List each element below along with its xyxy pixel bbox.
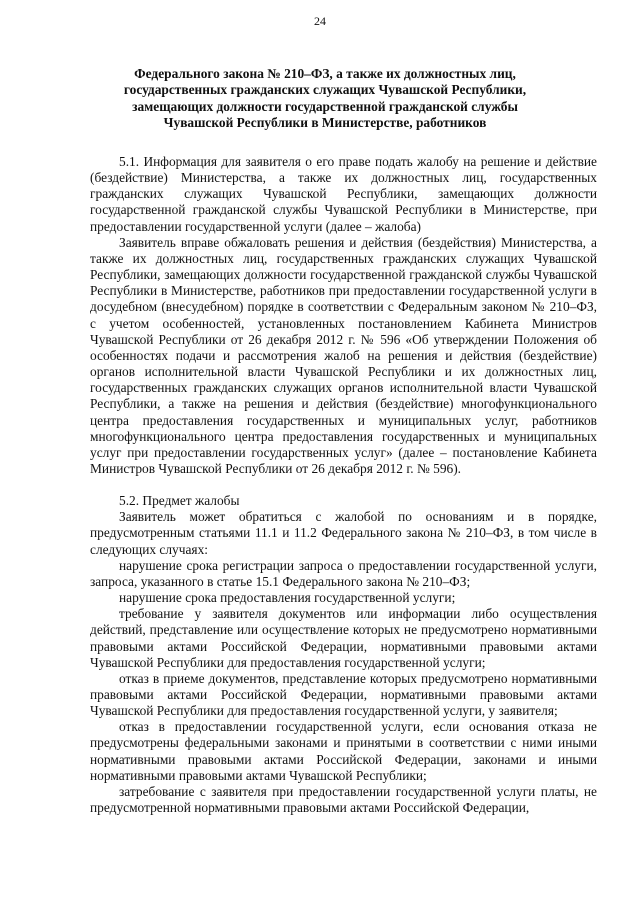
paragraph-appeal-right: Заявитель вправе обжаловать решения и действия (бездействия) Министерства, а также их должностных лиц, государственных гражданских служащих Чувашской Республики, замещающих должности государственной гражданской службы Чувашской Республики в Министерстве, работников при предоставлении государственной услуги в досудебном (внесудебном) порядке в соответствии с Федеральным законом № 210–ФЗ, с учетом особенностей, установленных постановлением Кабинета Министров Чувашской Республики от 26 декабря 2012 г. № 596 «Об утверждении Положения об особенностях подачи и рассмотрения жалоб на решения и действия (бездействие) органов исполнительной власти Чувашской Республики и их должностных лиц, государственных гражданских служащих органов исполнительной власти Чувашской Республики, а также на решения и действия (бездействие) многофункционального центра предоставления государственных и муниципальных услуг, работников многофункционального центра предоставления государственных и муниципальных услуг при предоставлении государственных услуг» (далее – постановление Кабинета Министров Чувашской Республики от 26 декабря 2012 г. № 596). <box>90 234 597 476</box>
document-body <box>90 154 597 816</box>
heading-line: государственных гражданских служащих Чувашской Республики, <box>123 82 527 98</box>
list-item-fee-demand: затребование с заявителя при предоставлении государственной услуги платы, не предусмотренной нормативными правовыми актами Российской Федерации, <box>90 783 597 816</box>
section-heading <box>110 66 540 132</box>
page-number: 24 <box>314 14 326 28</box>
list-item-service-deadline: нарушение срока предоставления государственной услуги; <box>119 590 456 606</box>
list-item-document-requirement: требование у заявителя документов или информации либо осуществления действий, представление или осуществление которых не предусмотрено нормативными правовыми актами Российской Федерации, нормативными правовыми актами Чувашской Республики для предоставления государственной услуги; <box>90 606 597 670</box>
heading-line: Федерального закона № 210–ФЗ, а также их должностных лиц, <box>134 66 516 81</box>
paragraph-5-2-title: 5.2. Предмет жалобы <box>119 493 240 509</box>
paragraph-appeal-cases: Заявитель может обратиться с жалобой по основаниям и в порядке, предусмотренным статьями 11.1 и 11.2 Федерального закона № 210–ФЗ, в том числе в следующих случаях: <box>90 509 597 557</box>
list-item-registration-deadline: нарушение срока регистрации запроса о предоставлении государственной услуги, запроса, указанного в статье 15.1 Федерального закона № 210–ФЗ; <box>90 557 597 589</box>
heading-line: замещающих должности государственной гражданской службы <box>132 98 518 114</box>
heading-line: Чувашской Республики в Министерстве, работников <box>163 115 487 131</box>
paragraph-5-1-title: 5.1. Информация для заявителя о его праве подать жалобу на решение и действие (бездействие) Министерства, а также их должностных лиц, государственных гражданских служащих Чувашской Республики, замещающих должности государственной гражданской службы Чувашской Республики в Министерстве, при предоставлении государственной услуги (далее – жалоба) <box>90 154 597 234</box>
list-item-refusal-service: отказ в предоставлении государственной услуги, если основания отказа не предусмотрены федеральными законами и принятыми в соответствии с ними иными нормативными правовыми актами Российской Федерации, законами и иными нормативными правовыми актами Чувашской Республики; <box>90 719 597 783</box>
list-item-refusal-acceptance: отказ в приеме документов, представление которых предусмотрено нормативными правовыми актами Российской Федерации, нормативными правовыми актами Чувашской Республики для предоставления государственной услуги, у заявителя; <box>90 670 597 719</box>
